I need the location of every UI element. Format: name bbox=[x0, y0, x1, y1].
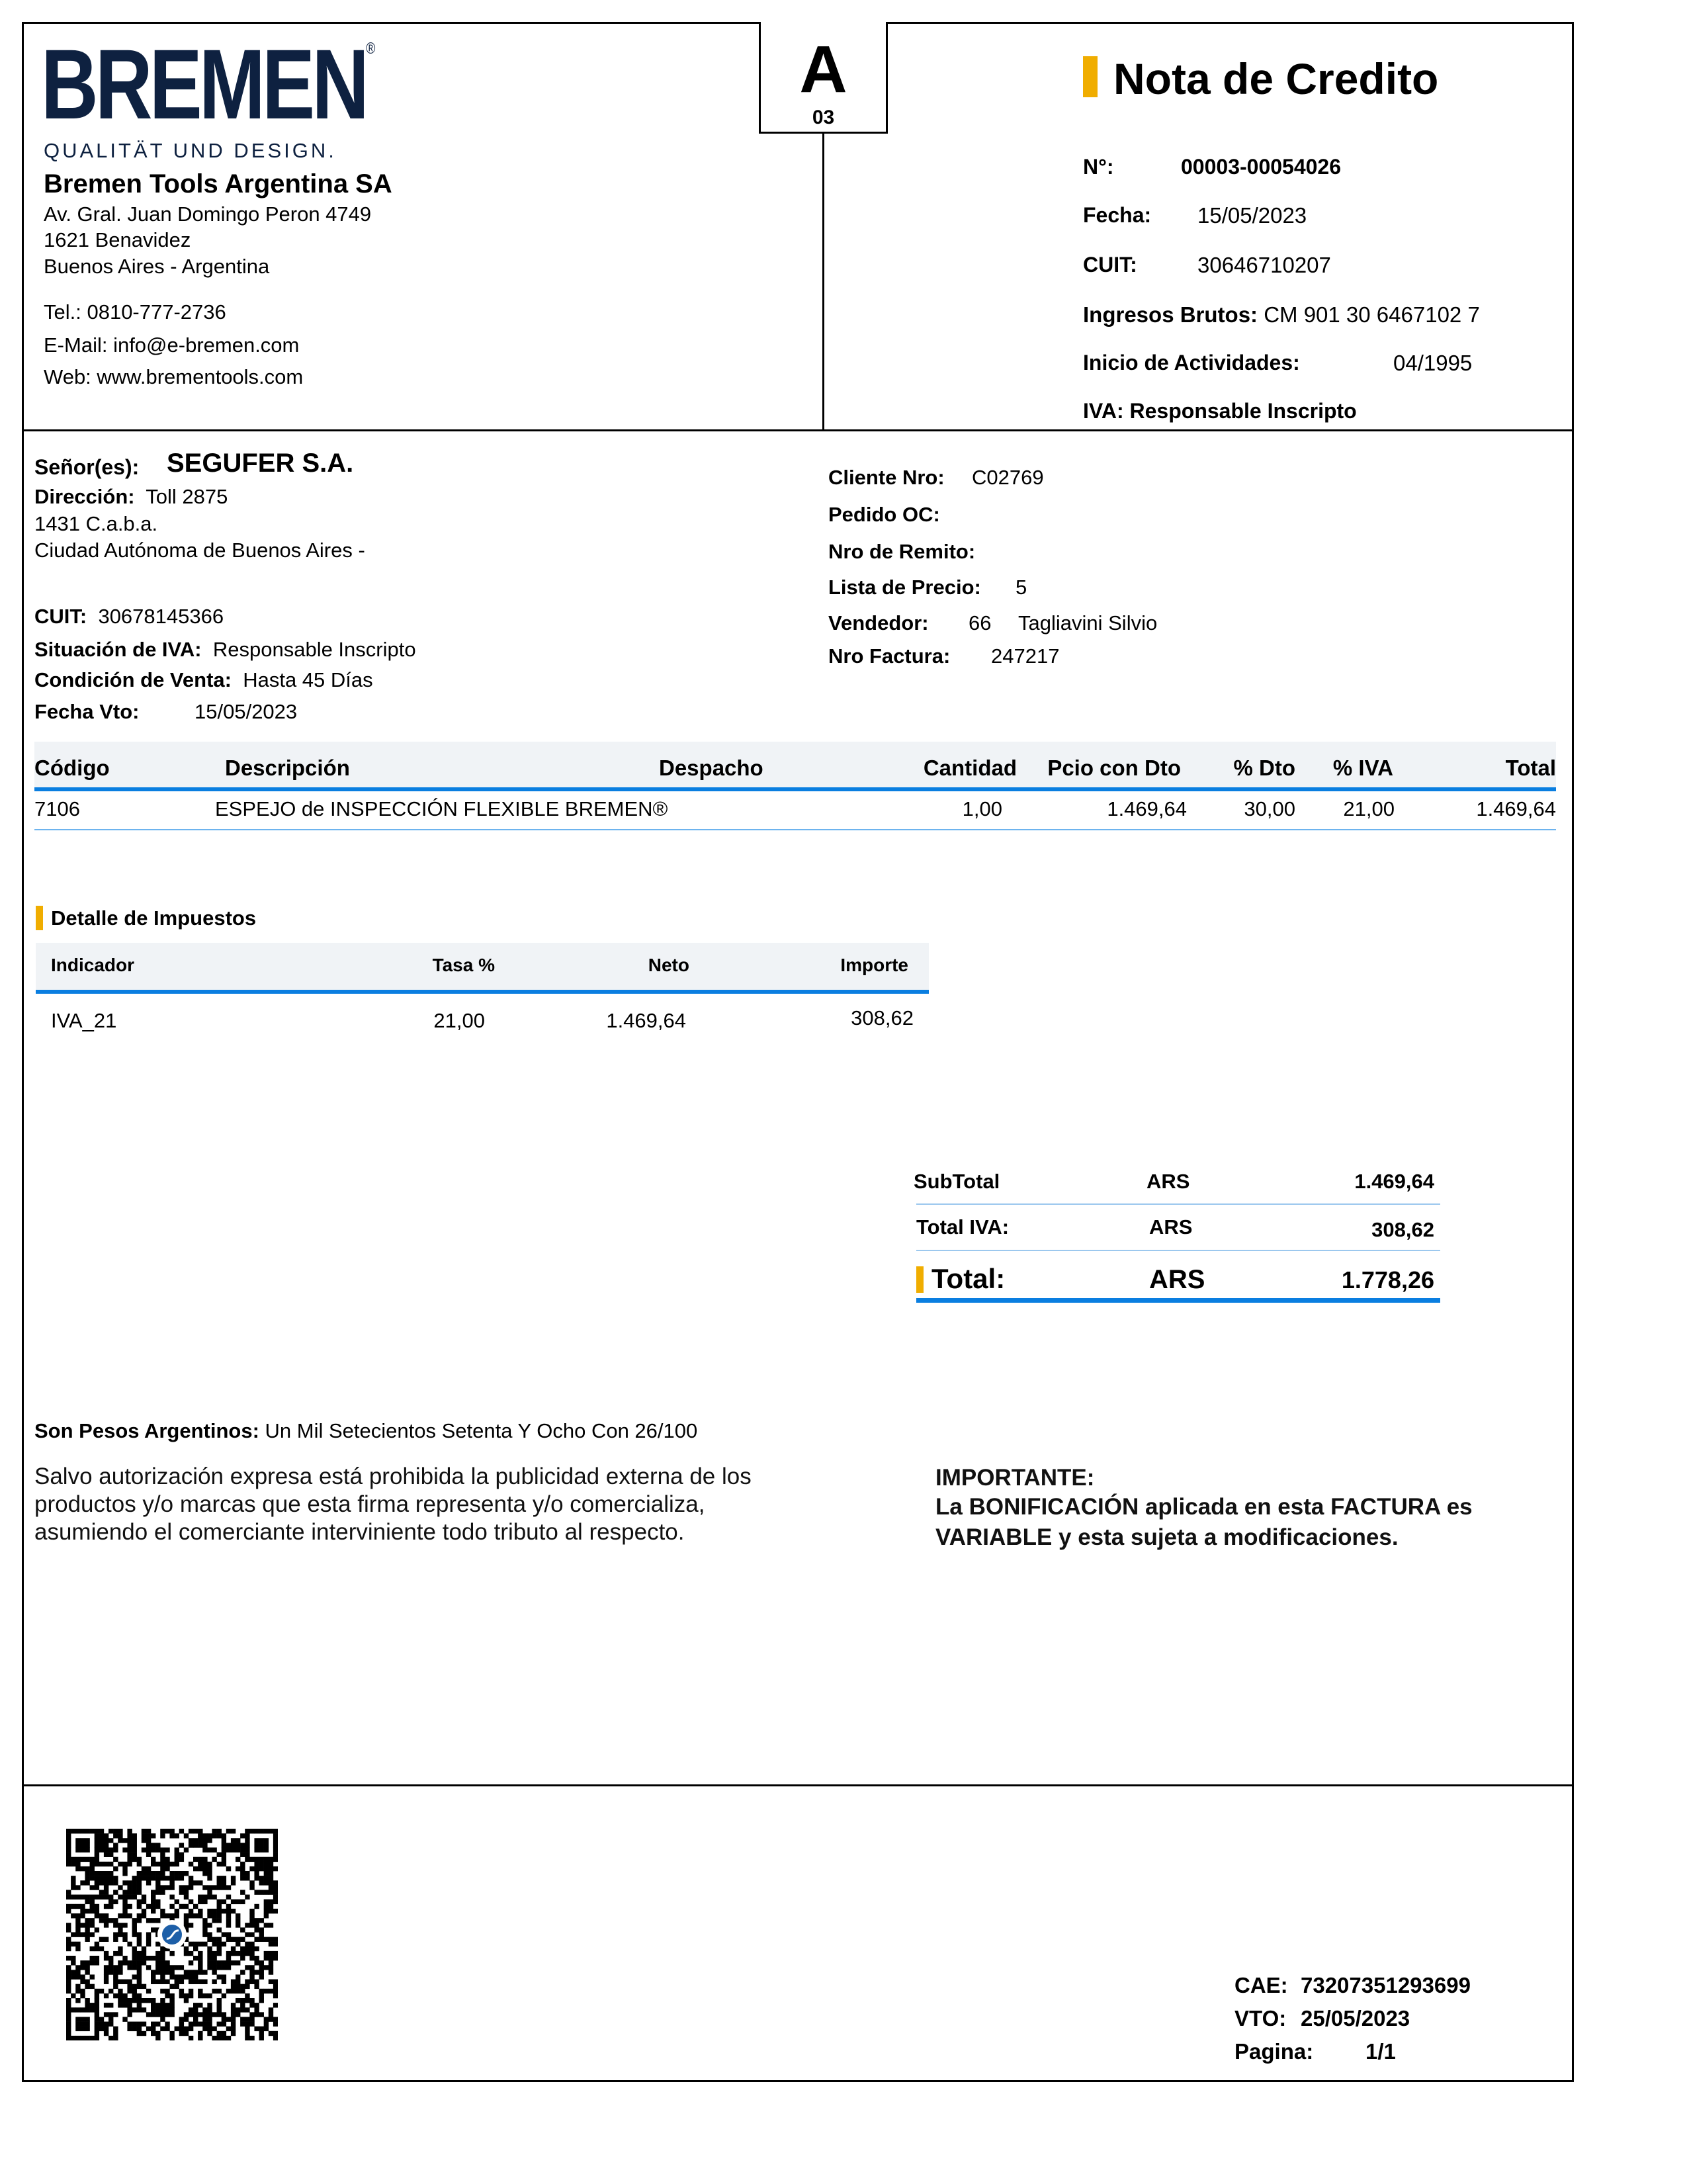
total-iva-value: 308,62 bbox=[1371, 1218, 1434, 1241]
taxes-header-underline bbox=[36, 990, 929, 994]
document-title: Nota de Credito bbox=[1113, 54, 1439, 103]
client-address-3: Ciudad Autónoma de Buenos Aires - bbox=[34, 539, 365, 562]
company-name: Bremen Tools Argentina SA bbox=[44, 169, 392, 198]
col-header-dispatch: Despacho bbox=[659, 756, 763, 780]
item-description: ESPEJO de INSPECCIÓN FLEXIBLE BREMEN® bbox=[215, 797, 668, 820]
invoice-number: 247217 bbox=[991, 644, 1060, 668]
document-letter: A bbox=[799, 32, 847, 107]
important-line-1: La BONIFICACIÓN aplicada en esta FACTURA es bbox=[935, 1494, 1473, 1520]
total-currency: ARS bbox=[1149, 1265, 1205, 1294]
doc-iibb-label: Ingresos Brutos: bbox=[1083, 302, 1258, 327]
client-iva: Responsable Inscripto bbox=[212, 638, 416, 661]
tax-indicator: IVA_21 bbox=[51, 1009, 117, 1032]
col-header-code: Código bbox=[34, 756, 110, 780]
client-iva-line bbox=[34, 639, 416, 660]
company-web: Web: www.brementools.com bbox=[44, 365, 304, 388]
client-sale-condition: Hasta 45 Días bbox=[243, 668, 373, 691]
client-address-line bbox=[34, 486, 228, 507]
price-list: 5 bbox=[1016, 576, 1027, 599]
seller-name: Tagliavini Silvio bbox=[1018, 611, 1158, 634]
document-letter-box bbox=[759, 22, 888, 134]
subtotal-value: 1.469,64 bbox=[1354, 1170, 1434, 1193]
disclaimer-line-2: productos y/o marcas que esta firma representa y/o comercializa, bbox=[34, 1491, 705, 1517]
client-sale-label: Condición de Venta: bbox=[34, 668, 232, 691]
disclaimer-line-3: asumiendo el comerciante interviniente todo tributo al respecto. bbox=[34, 1519, 685, 1545]
total-accent-bar bbox=[916, 1266, 924, 1293]
important-title: IMPORTANTE: bbox=[935, 1465, 1095, 1491]
client-name-label: Señor(es): bbox=[34, 455, 140, 479]
page-number: 1/1 bbox=[1365, 2039, 1396, 2064]
page-label: Pagina: bbox=[1234, 2039, 1314, 2064]
registered-mark: ® bbox=[366, 40, 372, 58]
item-code: 7106 bbox=[34, 797, 80, 820]
company-logo bbox=[41, 28, 372, 140]
items-row-divider bbox=[34, 829, 1556, 830]
items-header-underline bbox=[34, 787, 1556, 791]
col-header-iva: % IVA bbox=[1332, 756, 1393, 780]
amount-words: Un Mil Setecientos Setenta Y Ocho Con 26/100 bbox=[265, 1419, 698, 1442]
doc-iibb-line bbox=[1083, 304, 1480, 326]
subtotal-currency: ARS bbox=[1146, 1170, 1190, 1193]
tax-col-amount: Importe bbox=[840, 955, 908, 975]
tax-amount: 308,62 bbox=[851, 1006, 914, 1029]
client-due-label: Fecha Vto: bbox=[34, 700, 140, 723]
taxes-accent-bar bbox=[36, 906, 43, 930]
doc-date: 15/05/2023 bbox=[1197, 203, 1307, 228]
header-vertical-divider bbox=[822, 131, 824, 430]
client-address: Toll 2875 bbox=[146, 485, 228, 508]
footer-divider bbox=[22, 1784, 1574, 1786]
subtotal-divider bbox=[916, 1203, 1440, 1205]
title-accent-bar bbox=[1083, 56, 1098, 97]
subtotal-label: SubTotal bbox=[914, 1170, 1000, 1193]
po-label: Pedido OC: bbox=[828, 503, 940, 526]
client-due: 15/05/2023 bbox=[195, 700, 298, 723]
tax-col-rate: Tasa % bbox=[432, 955, 495, 975]
cae-label: CAE: bbox=[1234, 1973, 1288, 1997]
invoice-label: Nro Factura: bbox=[828, 644, 951, 668]
client-cuit-label: CUIT: bbox=[34, 605, 87, 628]
total-value: 1.778,26 bbox=[1341, 1266, 1434, 1293]
seller-code: 66 bbox=[969, 611, 992, 634]
tax-col-net: Neto bbox=[648, 955, 689, 975]
item-price: 1.469,64 bbox=[1107, 797, 1187, 820]
client-no-label: Cliente Nro: bbox=[828, 466, 945, 489]
doc-cuit: 30646710207 bbox=[1197, 253, 1331, 277]
header-divider bbox=[22, 429, 1574, 431]
afip-qr-code bbox=[66, 1829, 278, 2040]
doc-number-label: N°: bbox=[1083, 155, 1114, 179]
client-no: C02769 bbox=[972, 466, 1044, 489]
doc-number: 00003-00054026 bbox=[1181, 155, 1342, 179]
doc-date-label: Fecha: bbox=[1083, 203, 1152, 227]
total-iva-currency: ARS bbox=[1149, 1215, 1193, 1239]
col-header-price: Pcio con Dto bbox=[1047, 756, 1181, 780]
total-underline bbox=[916, 1298, 1440, 1303]
doc-iibb: CM 901 30 6467102 7 bbox=[1264, 302, 1480, 327]
client-iva-label: Situación de IVA: bbox=[34, 638, 202, 661]
price-list-label: Lista de Precio: bbox=[828, 576, 981, 599]
company-address-3: Buenos Aires - Argentina bbox=[44, 255, 270, 278]
company-tagline: QUALITÄT UND DESIGN. bbox=[44, 139, 337, 162]
total-iva-label: Total IVA: bbox=[916, 1215, 1010, 1239]
doc-iva-condition: IVA: Responsable Inscripto bbox=[1083, 399, 1357, 423]
item-quantity: 1,00 bbox=[962, 797, 1002, 820]
client-cuit: 30678145366 bbox=[98, 605, 224, 628]
item-iva: 21,00 bbox=[1343, 797, 1395, 820]
doc-start: 04/1995 bbox=[1393, 351, 1473, 375]
seller-label: Vendedor: bbox=[828, 611, 929, 634]
client-address-2: 1431 C.a.b.a. bbox=[34, 512, 158, 535]
cae-due-date: 25/05/2023 bbox=[1301, 2006, 1410, 2031]
remito-label: Nro de Remito: bbox=[828, 540, 976, 563]
cae-due-label: VTO: bbox=[1234, 2006, 1287, 2031]
tax-net: 1.469,64 bbox=[606, 1009, 686, 1032]
company-address-2: 1621 Benavidez bbox=[44, 228, 191, 251]
iva-divider bbox=[916, 1250, 1440, 1251]
tax-col-indicator: Indicador bbox=[51, 955, 135, 975]
client-name: SEGUFER S.A. bbox=[167, 449, 354, 478]
disclaimer-line-1: Salvo autorización expresa está prohibida la publicidad externa de los bbox=[34, 1463, 752, 1489]
doc-cuit-label: CUIT: bbox=[1083, 253, 1137, 277]
company-phone: Tel.: 0810-777-2736 bbox=[44, 300, 226, 324]
amount-words-label: Son Pesos Argentinos: bbox=[34, 1419, 259, 1442]
client-sale-line bbox=[34, 670, 373, 690]
document-letter-code: 03 bbox=[812, 107, 835, 128]
client-address-label: Dirección: bbox=[34, 485, 135, 508]
item-discount: 30,00 bbox=[1244, 797, 1295, 820]
cae-number: 73207351293699 bbox=[1301, 1973, 1471, 1997]
logo-text: BREMEN bbox=[41, 28, 367, 140]
doc-start-label: Inicio de Actividades: bbox=[1083, 351, 1300, 374]
item-total: 1.469,64 bbox=[1476, 797, 1556, 820]
col-header-description: Descripción bbox=[225, 756, 350, 780]
total-label: Total: bbox=[931, 1263, 1006, 1294]
tax-rate: 21,00 bbox=[433, 1009, 485, 1032]
col-header-quantity: Cantidad bbox=[923, 756, 1017, 780]
col-header-total: Total bbox=[1505, 756, 1556, 780]
document-frame bbox=[22, 22, 1574, 2082]
important-line-2: VARIABLE y esta sujeta a modificaciones. bbox=[935, 1524, 1399, 1550]
company-address-1: Av. Gral. Juan Domingo Peron 4749 bbox=[44, 202, 372, 226]
taxes-title: Detalle de Impuestos bbox=[51, 906, 257, 930]
col-header-discount: % Dto bbox=[1233, 756, 1295, 780]
amount-in-words bbox=[34, 1420, 697, 1441]
client-cuit-line bbox=[34, 606, 224, 627]
company-email: E-Mail: info@e-bremen.com bbox=[44, 333, 300, 357]
